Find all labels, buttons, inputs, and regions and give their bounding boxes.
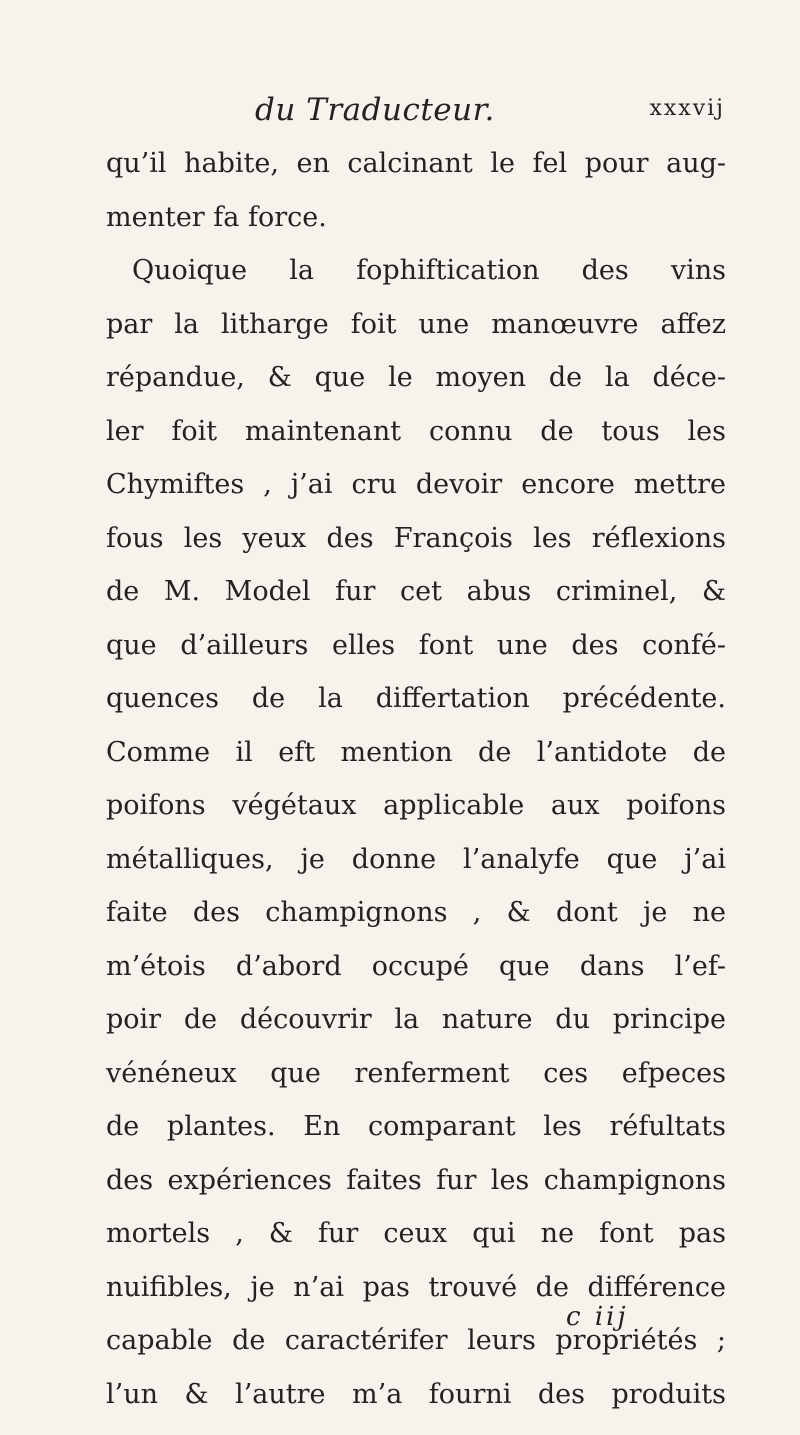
running-head-title: du Traducteur. [255, 92, 495, 128]
text-line: menter fa force. [106, 201, 327, 233]
text-line: que d’ailleurs elles font une des confé- [106, 629, 726, 661]
text-line: de M. Model fur cet abus criminel, & [106, 576, 726, 607]
body-text [106, 137, 726, 1421]
text-line: mortels , & fur ceux qui ne font pas [106, 1218, 726, 1249]
text-line: capable de caractérifer leurs propriétés ; [106, 1325, 726, 1356]
text-line: métalliques, je donne l’analyfe que j’ai [106, 843, 726, 875]
text-line: fous les yeux des François les réflexions [106, 522, 726, 554]
text-line: par la litharge foit une manœuvre affez [106, 308, 726, 340]
text-line: Chymiftes , j’ai cru devoir encore mettre [106, 469, 726, 500]
text-line: des expériences faites fur les champignons [106, 1164, 726, 1196]
signature-mark: c iij [566, 1302, 629, 1332]
text-line: Comme il eft mention de l’antidote de [106, 736, 726, 768]
running-head [255, 92, 725, 132]
text-line: quences de la differtation précédente. [106, 683, 726, 714]
text-line: m’étois d’abord occupé que dans l’ef- [106, 950, 726, 982]
text-line: répandue, & que le moyen de la déce- [106, 362, 726, 393]
text-line: nuifibles, je n’ai pas trouvé de différence [106, 1271, 726, 1303]
page-number: xxxvij [649, 96, 725, 121]
text-line: Quoique la fophiftication des vins [132, 255, 726, 286]
text-line: l’un & l’autre m’a fourni des produits [106, 1378, 726, 1410]
text-line: poifons végétaux applicable aux poifons [106, 790, 726, 821]
text-line: vénéneux que renferment ces efpeces [106, 1057, 726, 1089]
text-line: poir de découvrir la nature du principe [106, 1004, 726, 1035]
text-line: de plantes. En comparant les réfultats [106, 1111, 726, 1142]
text-line: ler foit maintenant connu de tous les [106, 415, 726, 447]
text-line: qu’il habite, en calcinant le fel pour aug- [106, 148, 726, 179]
text-line: faite des champignons , & dont je ne [106, 897, 726, 928]
